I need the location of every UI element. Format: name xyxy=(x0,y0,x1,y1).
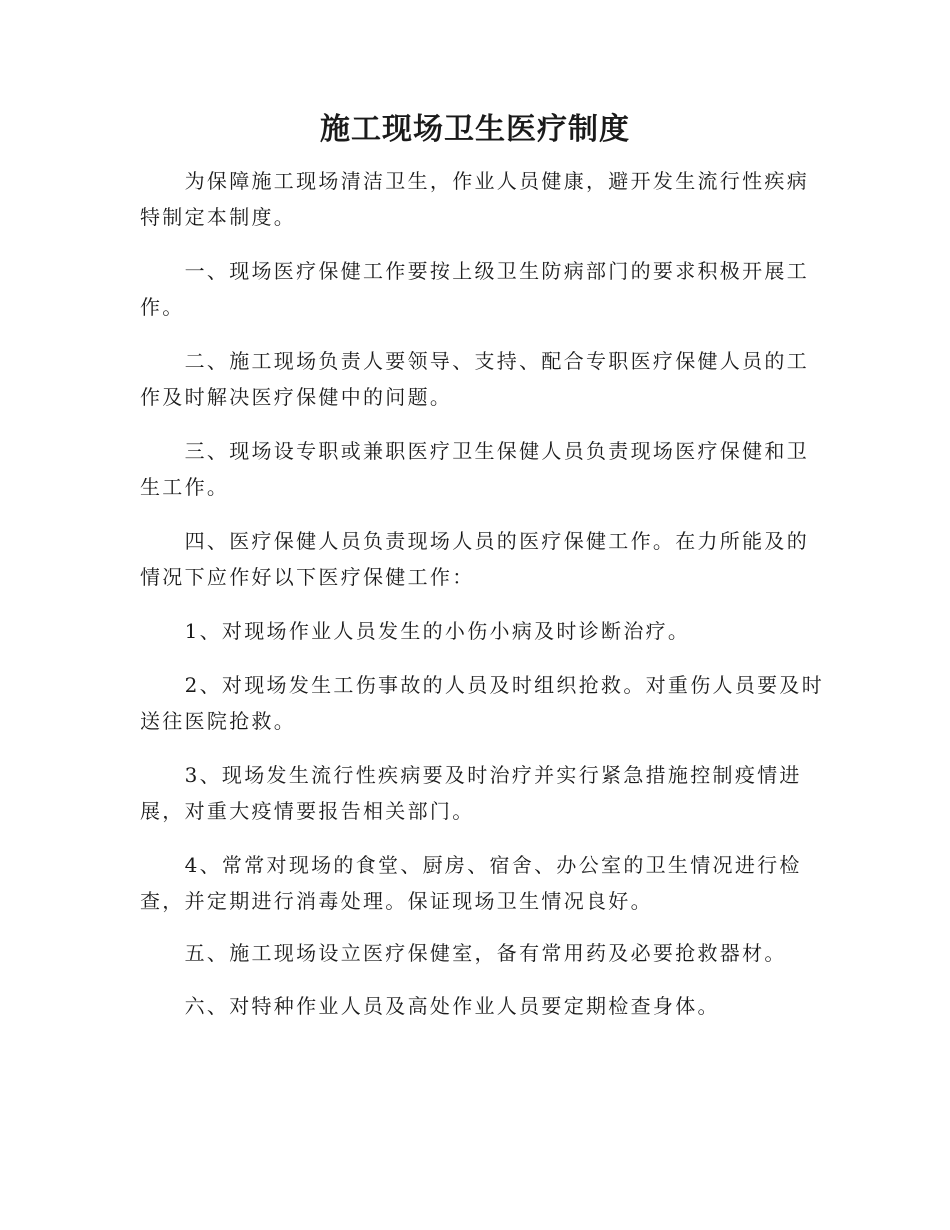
paragraph-item-2 xyxy=(140,343,808,415)
paragraph-item-1 xyxy=(140,253,808,325)
paragraph-line: 作。 xyxy=(140,295,185,319)
paragraph-line: 六、对特种作业人员及高处作业人员要定期检查身体。 xyxy=(140,994,720,1018)
document-title: 施工现场卫生医疗制度 xyxy=(320,112,630,147)
paragraph-line: 情况下应作好以下医疗保健工作： xyxy=(140,565,475,589)
paragraph-line: 生工作。 xyxy=(140,475,230,499)
paragraph-line: 三、现场设专职或兼职医疗卫生保健人员负责现场医疗保健和卫 xyxy=(140,439,809,463)
paragraph-subitem-4 xyxy=(140,847,808,919)
paragraph-item-4 xyxy=(140,523,808,595)
paragraph-line: 2、对现场发生工伤事故的人员及时组织抢救。对重伤人员要及时 xyxy=(140,673,825,697)
paragraph-line: 送往医院抢救。 xyxy=(140,709,297,733)
paragraph-line: 为保障施工现场清洁卫生，作业人员健康，避开发生流行性疾病 xyxy=(140,169,809,193)
paragraph-line: 二、施工现场负责人要领导、支持、配合专职医疗保健人员的工 xyxy=(140,349,809,373)
paragraph-line: 查，并定期进行消毒处理。保证现场卫生情况良好。 xyxy=(140,889,653,913)
paragraph-item-6 xyxy=(140,988,808,1024)
paragraph-line: 一、现场医疗保健工作要按上级卫生防病部门的要求积极开展工 xyxy=(140,259,809,283)
paragraph-intro xyxy=(140,163,808,235)
paragraph-item-3 xyxy=(140,433,808,505)
paragraph-line: 展，对重大疫情要报告相关部门。 xyxy=(140,799,475,823)
paragraph-line: 四、医疗保健人员负责现场人员的医疗保健工作。在力所能及的 xyxy=(140,529,809,553)
paragraph-subitem-2 xyxy=(140,667,825,739)
paragraph-item-5 xyxy=(140,935,808,971)
paragraph-line: 作及时解决医疗保健中的问题。 xyxy=(140,385,453,409)
paragraph-line: 五、施工现场设立医疗保健室，备有常用药及必要抢救器材。 xyxy=(140,941,787,965)
paragraph-subitem-3 xyxy=(140,757,808,829)
paragraph-subitem-1 xyxy=(140,613,808,649)
paragraph-line: 1、对现场作业人员发生的小伤小病及时诊断治疗。 xyxy=(140,619,691,643)
paragraph-line: 3、现场发生流行性疾病要及时治疗并实行紧急措施控制疫情进 xyxy=(140,763,802,787)
paragraph-line: 4、常常对现场的食堂、厨房、宿舍、办公室的卫生情况进行检 xyxy=(140,853,802,877)
paragraph-line: 特制定本制度。 xyxy=(140,205,297,229)
